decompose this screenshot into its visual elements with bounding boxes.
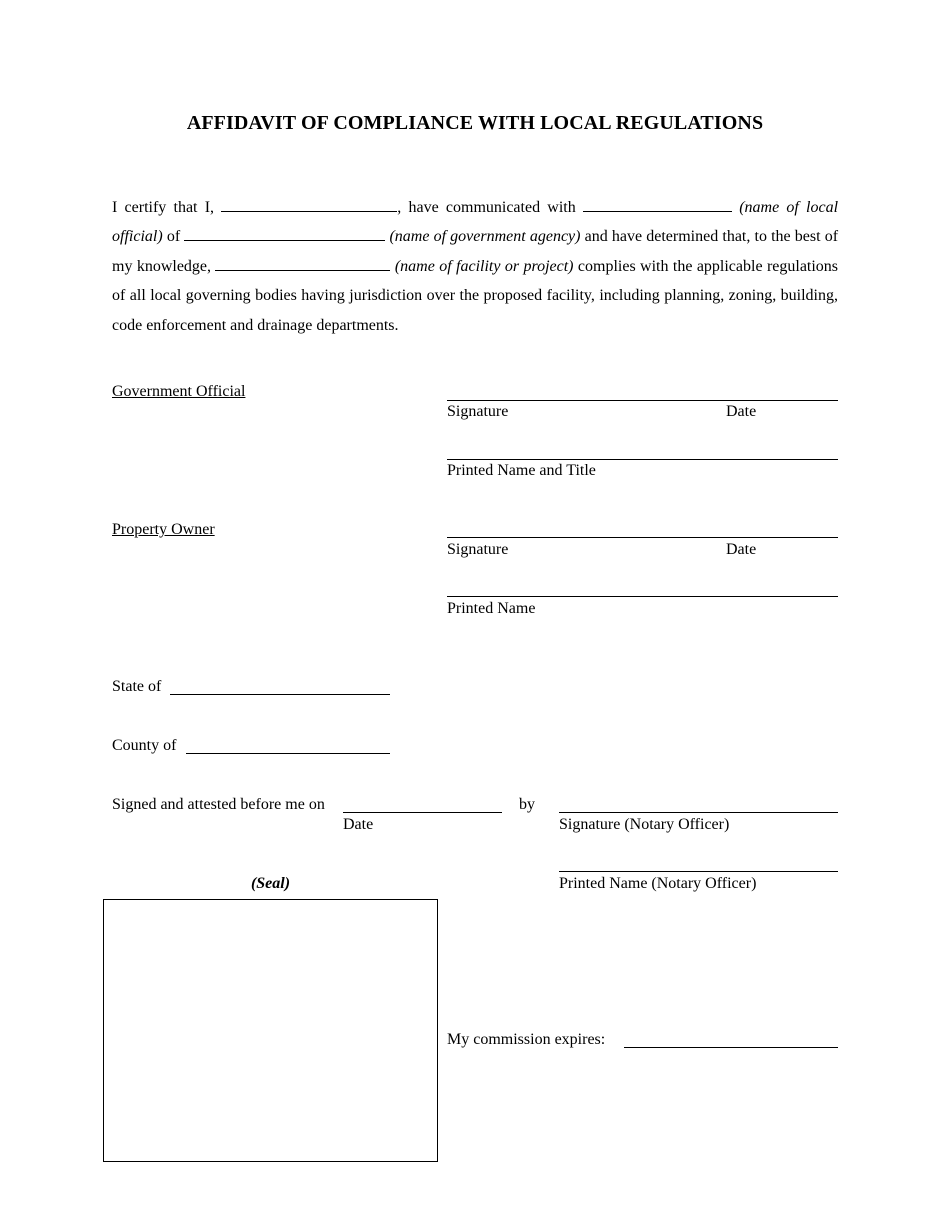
hint-government-agency: (name of government agency) [389,228,581,246]
para-text-3: of [166,228,181,246]
government-official-heading: Government Official [112,383,246,400]
facility-project-field[interactable] [215,256,390,271]
para-text-4: and have determined that, to the best of my knowledge, [112,228,839,275]
hint-facility-project: (name of facility or project) [394,257,574,275]
notary-signature-line[interactable] [559,812,838,813]
page-title: AFFIDAVIT OF COMPLIANCE WITH LOCAL REGULATIONS [186,112,764,134]
official-date-label: Date [726,403,757,420]
seal-label: (Seal) [250,875,291,892]
official-signature-line[interactable] [447,400,838,401]
para-text-1: I certify that I, [112,199,215,216]
commission-expires-label: My commission expires: [447,1031,606,1048]
owner-printed-name-label: Printed Name [447,600,536,617]
hint-local-official: (name of local official) [112,199,839,246]
seal-box [103,899,438,1162]
owner-signature-label: Signature [447,541,509,558]
property-owner-heading: Property Owner [112,521,215,538]
county-field[interactable] [186,753,390,754]
certification-paragraph [112,193,838,340]
notary-signature-label: Signature (Notary Officer) [559,816,730,833]
owner-signature-line[interactable] [447,537,838,538]
para-text-5: complies with the applicable regulations of all local governing bodies having jurisdiction over the proposed facility, including planning, zoning, building, code enforcement and drainage departments. [112,257,839,334]
attested-date-label: Date [343,816,374,833]
owner-printed-name-line[interactable] [447,596,838,597]
commission-expires-field[interactable] [624,1047,838,1048]
certifier-name-field[interactable] [221,197,397,212]
state-label: State of [112,678,162,695]
para-text-2: , have communicated with [397,199,576,216]
government-agency-field[interactable] [184,226,385,241]
official-signature-label: Signature [447,403,509,420]
by-label: by [519,796,535,813]
official-printed-name-line[interactable] [447,459,838,460]
owner-date-label: Date [726,541,757,558]
county-label: County of [112,737,177,754]
signed-attested-label: Signed and attested before me on [112,796,325,813]
local-official-field[interactable] [583,197,732,212]
official-printed-name-label: Printed Name and Title [447,462,596,479]
notary-printed-name-label: Printed Name (Notary Officer) [559,875,757,892]
state-field[interactable] [170,694,390,695]
notary-printed-name-line[interactable] [559,871,838,872]
attested-date-field[interactable] [343,812,502,813]
